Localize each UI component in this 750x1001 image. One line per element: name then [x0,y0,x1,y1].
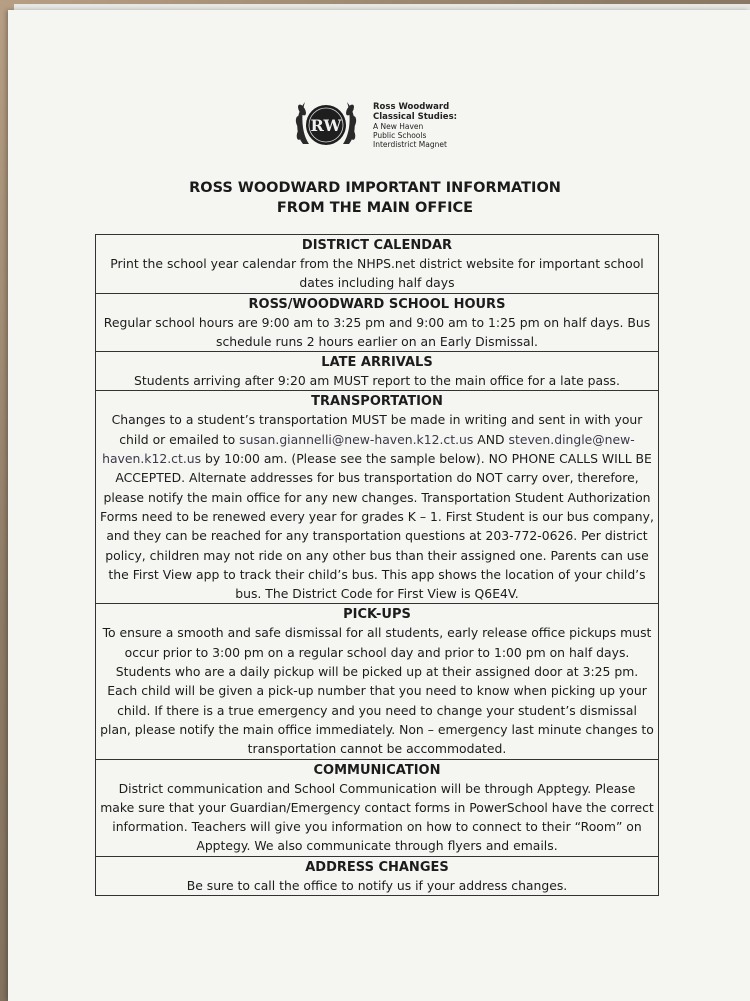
section-transportation [96,391,658,604]
school-logo-block [293,94,493,158]
section-body: Students arriving after 9:20 am MUST report to the main office for a late pass. [134,373,620,389]
logo-name-line1: Ross Woodward [373,102,450,112]
logo-sub-line3: Interdistrict Magnet [373,140,447,149]
section-body: Be sure to call the office to notify us if your address changes. [186,877,568,893]
page-title [150,178,600,218]
section-body: District communication and School Communication will be through Apptegy. Please make sure that your Guardian/Emergency contact forms in PowerSchool have the correct information. Teachers will give you information on how to connect to their “Room” on Apptegy. We also communicate through flyers and emails. [100,780,654,854]
section-heading: LATE ARRIVALS [321,355,433,371]
section-body: Regular school hours are 9:00 am to 3:25 pm and 9:00 am to 1:25 pm on half days. Bus schedule runs 2 hours earlier on an Early Dismissal. [103,314,651,349]
section-district-calendar [96,235,658,294]
section-communication [96,760,658,857]
email-link-giannelli[interactable]: susan.giannelli@new-haven.k12.ct.us [239,431,474,447]
information-table [95,234,659,896]
transportation-text-post: by 10:00 am. (Please see the sample below). NO PHONE CALLS WILL BE ACCEPTED. Alternate addresses for bus transportation do NOT carry over, therefore, please notify the main office for any new changes. Transportation Student Authorization Forms need to be renewed every year for grades K – 1. First Student is our bus company, and they can be reached for any transportation questions at 203-772-0626. Per district policy, children may not ride on any other bus than their assigned one. Parents can use the First View app to track their child’s bus. This app shows the location of your child’s bus. The District Code for First View is Q6E4V. [100,451,654,602]
logo-sub-line2: Public Schools [373,131,427,140]
section-body: To ensure a smooth and safe dismissal for all students, early release office pickups must occur prior to 3:00 pm on a regular school day and prior to 1:00 pm on half days. Students who are a daily pickup will be picked up at their assigned door at 3:25 pm. Each child will be given a pick-up number that you need to know when picking up your child. If there is a true emergency and you need to change your student’s dismissal plan, please notify the main office immediately. Non – emergency last minute changes to transportation cannot be accommodated. [100,625,654,757]
section-heading: TRANSPORTATION [311,394,443,410]
section-pickups [96,604,658,759]
section-school-hours [96,294,658,353]
section-body: Print the school year calendar from the NHPS.net district website for important school dates including half days [110,256,644,291]
section-heading: ROSS/WOODWARD SCHOOL HOURS [248,296,506,312]
school-logo-icon [293,94,359,156]
section-body [96,410,658,603]
section-heading: PICK-UPS [343,607,411,623]
page-title-line2: FROM THE MAIN OFFICE [276,200,474,216]
logo-monogram: RW [310,116,342,135]
email-link-dingle[interactable]: steven.dingle@new-haven.k12.ct.us [102,431,635,467]
transportation-text-and: AND [473,431,509,447]
logo-text [373,102,493,149]
logo-sub-line1: A New Haven [373,122,424,131]
transportation-text-pre: Changes to a student’s transportation MUST be made in writing and sent in with your child or emailed to [111,412,643,447]
section-heading: DISTRICT CALENDAR [301,238,453,253]
section-late-arrivals [96,352,658,391]
page-title-line1: ROSS WOODWARD IMPORTANT INFORMATION [189,180,561,196]
logo-name-line2: Classical Studies: [373,112,458,122]
section-address-changes [96,857,658,895]
section-heading: ADDRESS CHANGES [305,859,449,875]
section-heading: COMMUNICATION [313,762,441,778]
